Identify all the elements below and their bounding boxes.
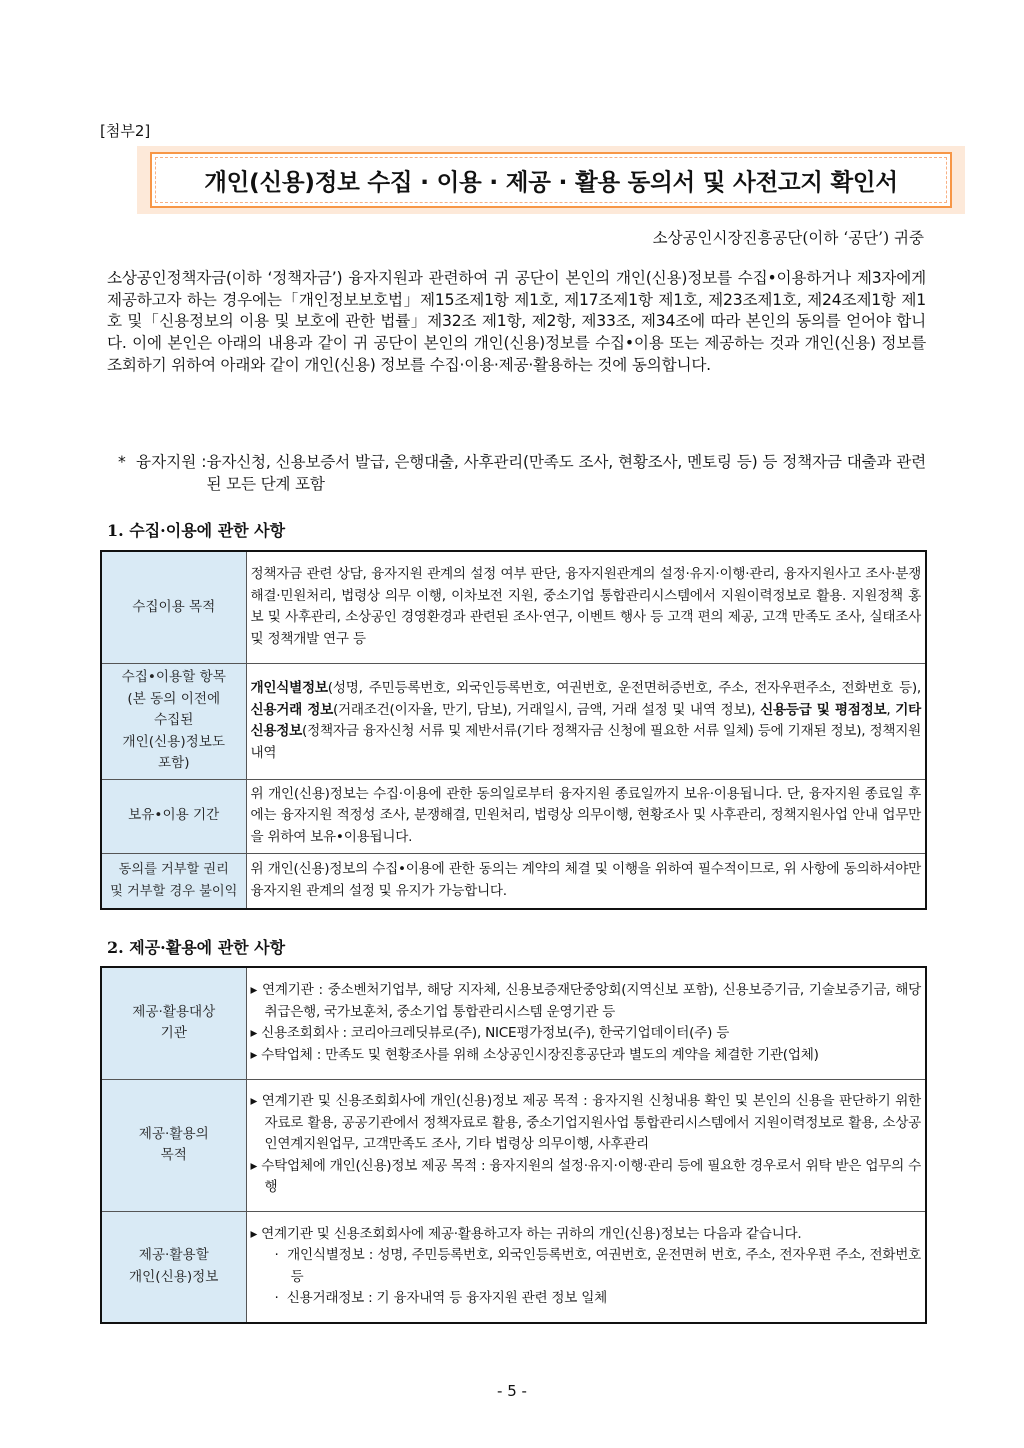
- row-header: 제공·활용대상 기관: [101, 967, 246, 1079]
- list-item: ▸ 수탁업체에 개인(신용)정보 제공 목적 : 융자지원의 설정·유지·이행·관리 등에 필요한 경우로서 위탁 받은 업무의 수행: [250, 1157, 921, 1196]
- note-text: 융자신청, 신용보증서 발급, 은행대출, 사후관리(만족도 조사, 현황조사, 멘토링 등) 등 정책자금 대출과 관련된 모든 단계 포함: [206, 453, 926, 493]
- row-content: [246, 1211, 926, 1323]
- intro-paragraph: 소상공인정책자금(이하 ‘정책자금’) 융자지원과 관련하여 귀 공단이 본인의 개인(신용)정보를 수집•이용하거나 제3자에게 제공하고자 하는 경우에는「개인정보보호법」제15조제1항 제1호, 제17조제1항 제1호, 제23조제1호, 제24조제1항 제1호 및「신용정보의 이용 및 보호에 관한 법률」제32조 제1항, 제2항, 제33조, 제34조에 따라 본인의 동의를 얻어야 합니다. 이에 본인은 아래의 내용과 같이 귀 공단이 본인의 개인(신용)정보를 수집•이용 또는 제공하는 것과 개인(신용) 정보를 조회하기 위하여 아래와 같이 개인(신용) 정보를 수집·이용·제공·활용하는 것에 동의합니다.: [107, 269, 926, 374]
- provision-table: [100, 966, 927, 1324]
- list-item: ▸ 연계기관 : 중소벤처기업부, 해당 지자체, 신용보증재단중앙회(지역신보 포함), 신용보증기금, 기술보증기금, 해당 취급은행, 국가보훈처, 중소기업 통합관리시스템 운영기관 등: [250, 982, 921, 1020]
- row-header: 동의를 거부할 권리 및 거부할 경우 불이익: [101, 853, 246, 909]
- table-row: [101, 1211, 926, 1323]
- row-header: 제공·활용의 목적: [101, 1079, 246, 1211]
- row-content: 위 개인(신용)정보의 수집•이용에 관한 동의는 계약의 체결 및 이행을 위하여 필수적이므로, 위 사항에 동의하셔야만 융자지원 관계의 설정 및 유지가 가능합니다.: [246, 853, 926, 909]
- collection-table: [100, 550, 927, 910]
- row-content: [246, 1079, 926, 1211]
- table-row: [101, 551, 926, 663]
- row-content: 위 개인(신용)정보는 수집·이용에 관한 동의일로부터 융자지원 종료일까지 보유·이용됩니다. 단, 융자지원 종료일 후에는 융자지원 적정성 조사, 분쟁해결, 민원처리, 법령상 의무이행, 현황조사 및 사후관리, 정책지원사업 안내 업무만을 위하여 보유•이용됩니다.: [246, 779, 926, 853]
- row-header: 제공·활용할 개인(신용)정보: [101, 1211, 246, 1323]
- note-label: 융자지원 :: [136, 453, 207, 471]
- list-item: ▸ 신용조회회사 : 코리아크레딧뷰로(주), NICE평가정보(주), 한국기업데이터(주) 등: [250, 1025, 730, 1042]
- row-header: 수집이용 목적: [101, 551, 246, 663]
- list-item: ▸ 연계기관 및 신용조회회사에 개인(신용)정보 제공 목적 : 융자지원 신청내용 확인 및 본인의 신용을 판단하기 위한 자료로 활용, 공공기관에서 정책자료로 활용, 중소기업지원사업 통합관리시스템에서 지원이력정보로 활용, 소상공인연계지원업무, 고객만족도 조사, 기타 법령상 의무이행, 사후관리: [250, 1093, 921, 1153]
- sub-list-item: · 개인식별정보 : 성명, 주민등록번호, 외국인등록번호, 여권번호, 운전면허 번호, 주소, 전자우편 주소, 전화번호 등: [274, 1247, 921, 1285]
- row-content: 개인식별정보(성명, 주민등록번호, 외국인등록번호, 여권번호, 운전면허증번호, 주소, 전자우편주소, 전화번호 등), 신용거래 정보(거래조건(이자율, 만기, 담보), 거래일시, 금액, 거래 설정 및 내역 정보), 신용등급 및 평점정보, 기타신용정보(정책자금 융자신청 서류 및 제반서류(기타 정책자금 신청에 필요한 서류 일체) 등에 기재된 정보), 정책지원내역: [246, 663, 926, 779]
- section1-heading: 1. 수집·이용에 관한 사항: [107, 521, 286, 540]
- table-row: [101, 853, 926, 909]
- title-frame: [137, 146, 965, 214]
- row-header: 수집•이용할 항목 (본 동의 이전에 수집된 개인(신용)정보도 포함): [101, 663, 246, 779]
- page-number: - 5 -: [497, 1382, 527, 1400]
- row-header: 보유•이용 기간: [101, 779, 246, 853]
- table-row: [101, 663, 926, 779]
- section2-heading: 2. 제공·활용에 관한 사항: [107, 938, 286, 957]
- row-content: 정책자금 관련 상담, 융자지원 관계의 설정 여부 판단, 융자지원관계의 설정·유지·이행·관리, 융자지원사고 조사·분쟁해결·민원처리, 법령상 의무 이행, 이차보전 지원, 중소기업 통합관리시스템에서 지원이력정보로 활용. 지원정책 홍보 및 사후관리, 소상공인 경영환경과 관련된 조사·연구, 이벤트 행사 등 고객 편의 제공, 고객 만족도 조사, 실태조사 및 정책개발 연구 등: [246, 551, 926, 663]
- table-row: [101, 1079, 926, 1211]
- list-item: ▸ 연계기관 및 신용조회회사에 제공·활용하고자 하는 귀하의 개인(신용)정보는 다음과 같습니다.: [250, 1225, 802, 1242]
- row-content: [246, 967, 926, 1079]
- list-item: ▸ 수탁업체 : 만족도 및 현황조사를 위해 소상공인시장진흥공단과 별도의 계약을 체결한 기관(업체): [250, 1046, 819, 1063]
- sub-list-item: · 신용거래정보 : 기 융자내역 등 융자지원 관련 정보 일체: [274, 1290, 608, 1307]
- addressee: 소상공인시장진흥공단(이하 ‘공단’) 귀중: [652, 229, 924, 247]
- loan-support-note: [118, 451, 926, 495]
- attachment-label: [첨부2]: [100, 122, 151, 140]
- table-row: [101, 779, 926, 853]
- table-row: [101, 967, 926, 1079]
- note-mark: *: [118, 453, 126, 471]
- document-title: 개인(신용)정보 수집 · 이용 · 제공 · 활용 동의서 및 사전고지 확인서: [204, 168, 898, 196]
